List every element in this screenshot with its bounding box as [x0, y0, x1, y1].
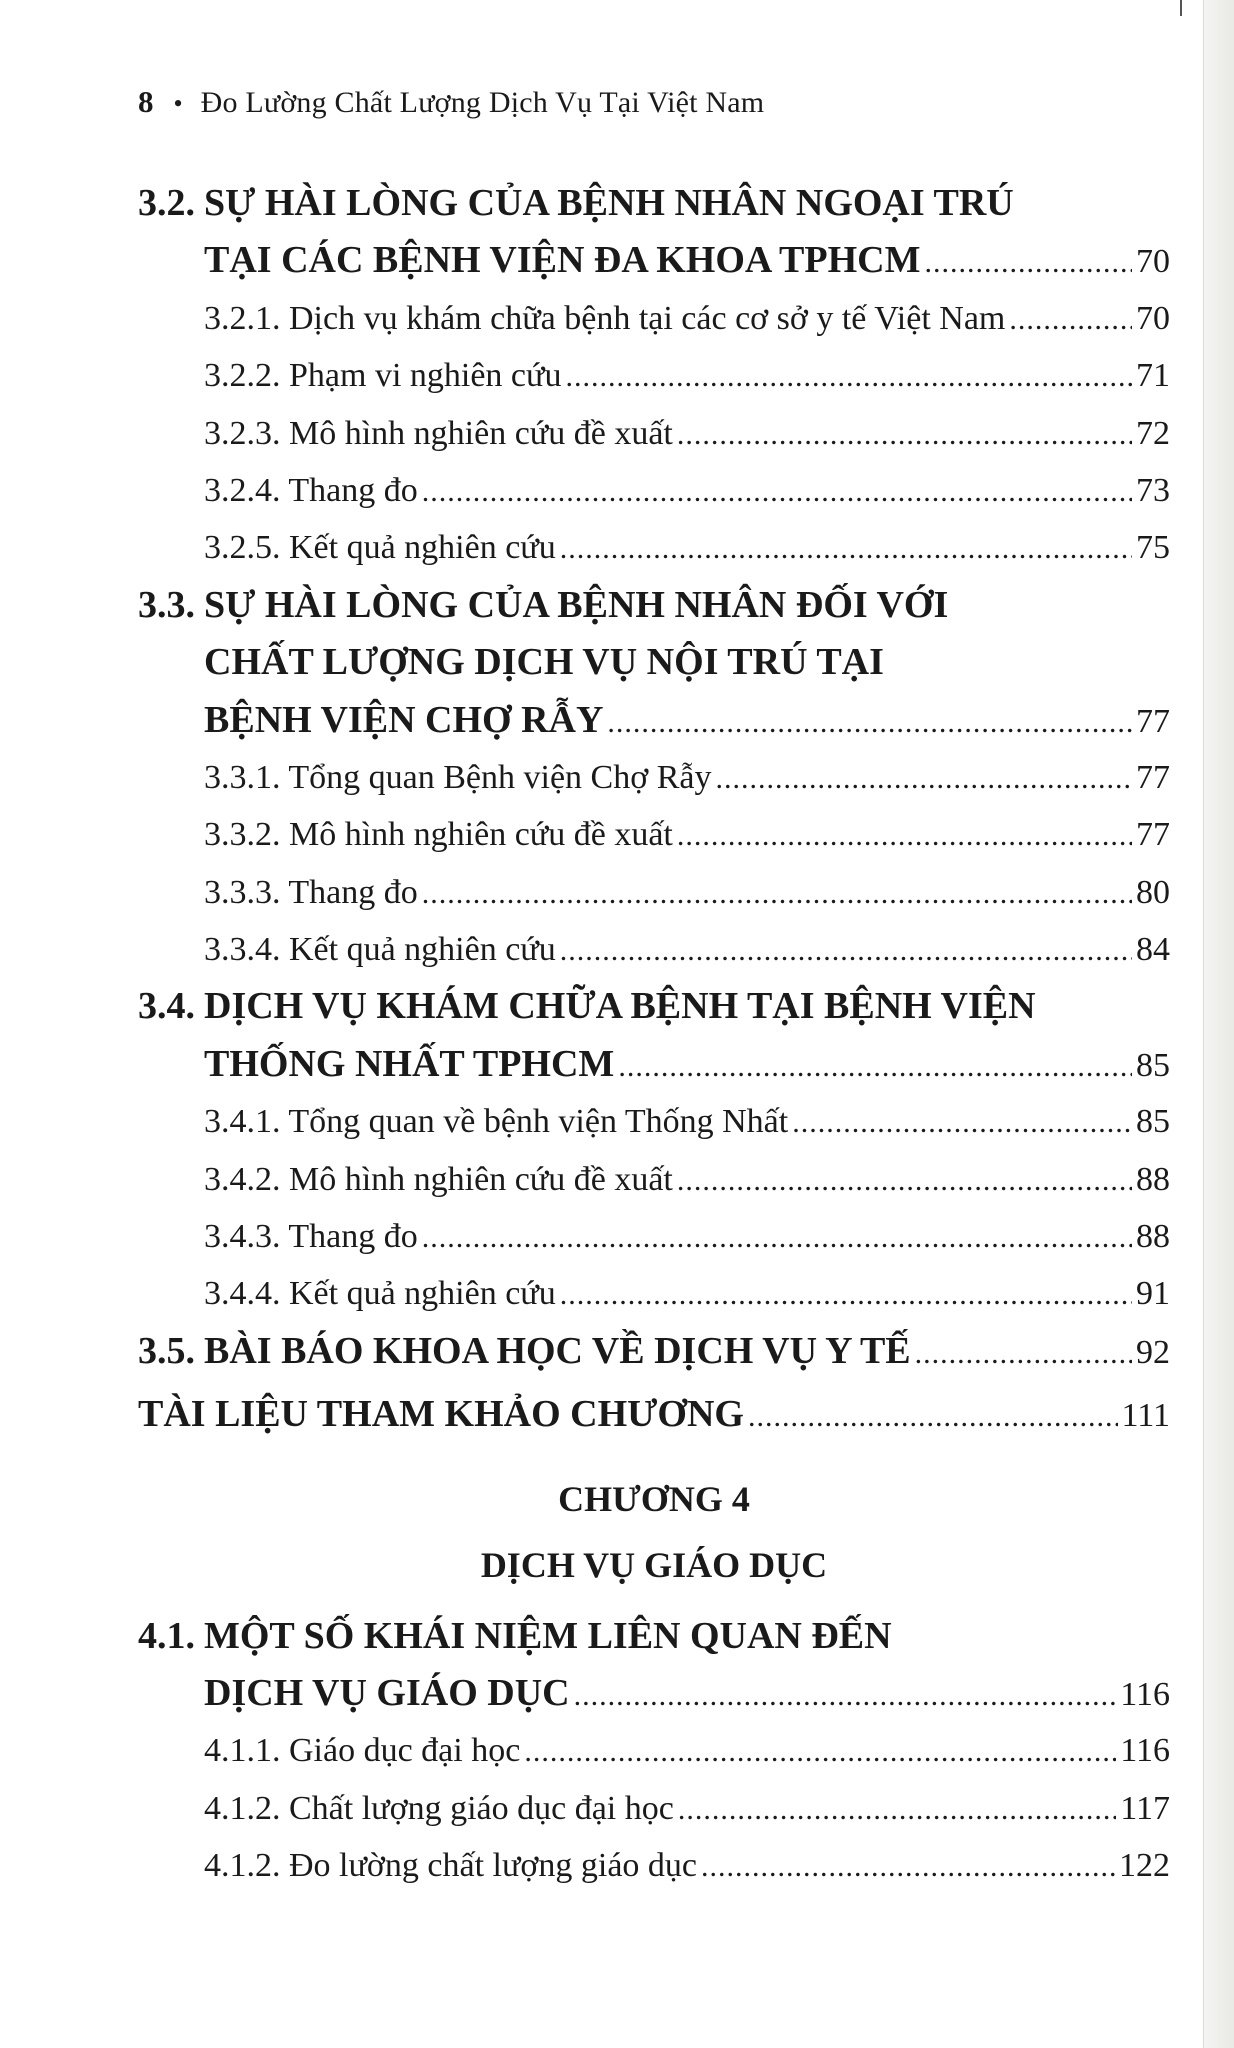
- leader-dots: [915, 1325, 1132, 1382]
- toc-subsection-entry[interactable]: [138, 290, 1170, 347]
- toc-references-entry[interactable]: [138, 1386, 1170, 1443]
- toc-subsection-entry[interactable]: [138, 405, 1170, 462]
- chapter-heading: [138, 1466, 1170, 1598]
- spacer: [138, 1444, 1170, 1466]
- leader-dots: [422, 1209, 1132, 1266]
- toc-subsection-entry[interactable]: [138, 519, 1170, 576]
- toc-page-number: 77: [1136, 702, 1170, 740]
- leader-dots: [924, 234, 1132, 291]
- toc-entry-text: 3.2.1. Dịch vụ khám chữa bệnh tại các cơ sở y tế Việt Nam: [204, 299, 1006, 337]
- toc-subsection-entry[interactable]: [138, 864, 1170, 921]
- toc-section-entry[interactable]: [138, 175, 1170, 232]
- toc-page-number: 75: [1136, 529, 1170, 567]
- leader-dots: [560, 922, 1132, 979]
- page-number: 8: [138, 84, 154, 119]
- toc-section-number: 3.4.: [138, 985, 195, 1028]
- leader-dots: [422, 463, 1132, 520]
- toc-page-number: 77: [1136, 816, 1170, 854]
- toc-page-number: 117: [1120, 1789, 1170, 1827]
- page-edge: [1203, 0, 1234, 2048]
- toc-section-entry[interactable]: [138, 634, 1170, 691]
- toc-entry-text: TẠI CÁC BỆNH VIỆN ĐA KHOA TPHCM: [204, 239, 921, 282]
- toc-page-number: 80: [1136, 873, 1170, 911]
- chapter-label: CHƯƠNG 4: [558, 1478, 750, 1519]
- toc-page-number: 70: [1136, 299, 1170, 337]
- toc-entry-text: 3.4.4. Kết quả nghiên cứu: [204, 1275, 556, 1313]
- toc-entry-text: 3.4.1. Tổng quan về bệnh viện Thống Nhất: [204, 1103, 789, 1141]
- toc-entry-text: 3.2.3. Mô hình nghiên cứu đề xuất: [204, 414, 673, 452]
- toc-page-number: 116: [1120, 1675, 1170, 1713]
- toc-subsection-entry[interactable]: [138, 1093, 1170, 1150]
- header-bullet: •: [173, 89, 183, 118]
- leader-dots: [677, 1152, 1132, 1209]
- toc-entry-text: MỘT SỐ KHÁI NIỆM LIÊN QUAN ĐẾN: [204, 1614, 892, 1657]
- chapter-title: DỊCH VỤ GIÁO DỤC: [480, 1544, 828, 1585]
- toc-section-entry[interactable]: [138, 1608, 1170, 1665]
- table-of-contents: [138, 175, 1170, 1895]
- toc-page-number: 71: [1136, 357, 1170, 395]
- toc-subsection-entry[interactable]: [138, 1208, 1170, 1265]
- toc-entry-text: 4.1.2. Chất lượng giáo dục đại học: [204, 1789, 674, 1827]
- leader-dots: [524, 1723, 1116, 1780]
- leader-dots: [678, 1781, 1116, 1838]
- toc-section-entry[interactable]: [138, 692, 1170, 749]
- leader-dots: [607, 694, 1132, 751]
- toc-entry-text: 4.1.2. Đo lường chất lượng giáo dục: [204, 1847, 698, 1885]
- toc-page-number: 92: [1136, 1333, 1170, 1371]
- toc-page-number: 70: [1136, 243, 1170, 281]
- spacer: [138, 1598, 1170, 1608]
- toc-entry-text: BÀI BÁO KHOA HỌC VỀ DỊCH VỤ Y TẾ: [204, 1329, 911, 1372]
- toc-entry-text: 4.1.1. Giáo dục đại học: [204, 1732, 521, 1770]
- toc-page-number: 88: [1136, 1160, 1170, 1198]
- toc-entry-text: 3.4.2. Mô hình nghiên cứu đề xuất: [204, 1160, 673, 1198]
- leader-dots: [1009, 291, 1132, 348]
- toc-entry-text: 3.3.2. Mô hình nghiên cứu đề xuất: [204, 816, 673, 854]
- toc-entry-text: 3.3.3. Thang đo: [204, 873, 418, 911]
- toc-page-number: 116: [1120, 1732, 1170, 1770]
- toc-entry-text: 3.2.2. Phạm vi nghiên cứu: [204, 357, 562, 395]
- toc-section-entry[interactable]: [138, 1665, 1170, 1722]
- leader-dots: [701, 1838, 1115, 1895]
- toc-subsection-entry[interactable]: [138, 806, 1170, 863]
- edge-mark: [1180, 0, 1182, 16]
- toc-entry-text: DỊCH VỤ KHÁM CHỮA BỆNH TẠI BỆNH VIỆN: [204, 985, 1036, 1028]
- toc-page-number: 77: [1136, 758, 1170, 796]
- toc-subsection-entry[interactable]: [138, 921, 1170, 978]
- running-header: [138, 84, 764, 120]
- toc-section-number: 3.3.: [138, 583, 195, 626]
- toc-subsection-entry[interactable]: [138, 749, 1170, 806]
- toc-section-entry[interactable]: [138, 978, 1170, 1035]
- toc-page-number: 84: [1136, 931, 1170, 969]
- toc-subsection-entry[interactable]: [138, 1265, 1170, 1322]
- toc-entry-text: TÀI LIỆU THAM KHẢO CHƯƠNG: [138, 1393, 744, 1436]
- toc-page-number: 73: [1136, 471, 1170, 509]
- toc-page-number: 91: [1136, 1275, 1170, 1313]
- toc-section-entry[interactable]: [138, 232, 1170, 289]
- toc-entry-text: 3.3.4. Kết quả nghiên cứu: [204, 931, 556, 969]
- leader-dots: [574, 1667, 1117, 1724]
- toc-page-number: 85: [1136, 1046, 1170, 1084]
- book-title: Đo Lường Chất Lượng Dịch Vụ Tại Việt Nam: [200, 86, 765, 119]
- toc-page-number: 88: [1136, 1218, 1170, 1256]
- leader-dots: [677, 406, 1132, 463]
- toc-subsection-entry[interactable]: [138, 1722, 1170, 1779]
- leader-dots: [792, 1094, 1132, 1151]
- toc-section-entry[interactable]: [138, 1036, 1170, 1093]
- leader-dots: [565, 348, 1132, 405]
- leader-dots: [715, 750, 1132, 807]
- leader-dots: [560, 520, 1132, 577]
- leader-dots: [677, 807, 1132, 864]
- toc-entry-text: SỰ HÀI LÒNG CỦA BỆNH NHÂN ĐỐI VỚI: [204, 583, 949, 626]
- toc-subsection-entry[interactable]: [138, 1151, 1170, 1208]
- leader-dots: [422, 865, 1132, 922]
- toc-entry-text: 3.2.4. Thang đo: [204, 471, 418, 509]
- toc-page-number: 111: [1121, 1397, 1170, 1435]
- toc-part-chapter-4: [138, 1608, 1170, 1895]
- toc-section-number: 4.1.: [138, 1614, 195, 1657]
- leader-dots: [748, 1388, 1118, 1445]
- toc-subsection-entry[interactable]: [138, 1780, 1170, 1837]
- toc-entry-text: 3.3.1. Tổng quan Bệnh viện Chợ Rẫy: [204, 758, 712, 796]
- toc-section-number: 3.2.: [138, 182, 195, 224]
- toc-entry-text: CHẤT LƯỢNG DỊCH VỤ NỘI TRÚ TẠI: [204, 641, 884, 684]
- toc-page-number: 72: [1136, 414, 1170, 452]
- toc-entry-text: 3.2.5. Kết quả nghiên cứu: [204, 529, 556, 567]
- toc-entry-text: 3.4.3. Thang đo: [204, 1218, 418, 1256]
- toc-entry-text: BỆNH VIỆN CHỢ RẪY: [204, 698, 604, 741]
- toc-subsection-entry[interactable]: [138, 347, 1170, 404]
- toc-entry-text: SỰ HÀI LÒNG CỦA BỆNH NHÂN NGOẠI TRÚ: [204, 182, 1014, 224]
- toc-section-number: 3.5.: [138, 1329, 195, 1372]
- toc-entry-text: THỐNG NHẤT TPHCM: [204, 1042, 615, 1085]
- leader-dots: [560, 1266, 1132, 1323]
- toc-entry-text: DỊCH VỤ GIÁO DỤC: [204, 1671, 570, 1714]
- toc-page-number: 85: [1136, 1103, 1170, 1141]
- toc-section-entry[interactable]: [138, 1323, 1170, 1380]
- toc-subsection-entry[interactable]: [138, 462, 1170, 519]
- toc-section-entry[interactable]: [138, 577, 1170, 634]
- toc-page-number: 122: [1119, 1847, 1170, 1885]
- toc-part-chapter-3: [138, 175, 1170, 1380]
- leader-dots: [618, 1038, 1132, 1095]
- toc-subsection-entry[interactable]: [138, 1837, 1170, 1894]
